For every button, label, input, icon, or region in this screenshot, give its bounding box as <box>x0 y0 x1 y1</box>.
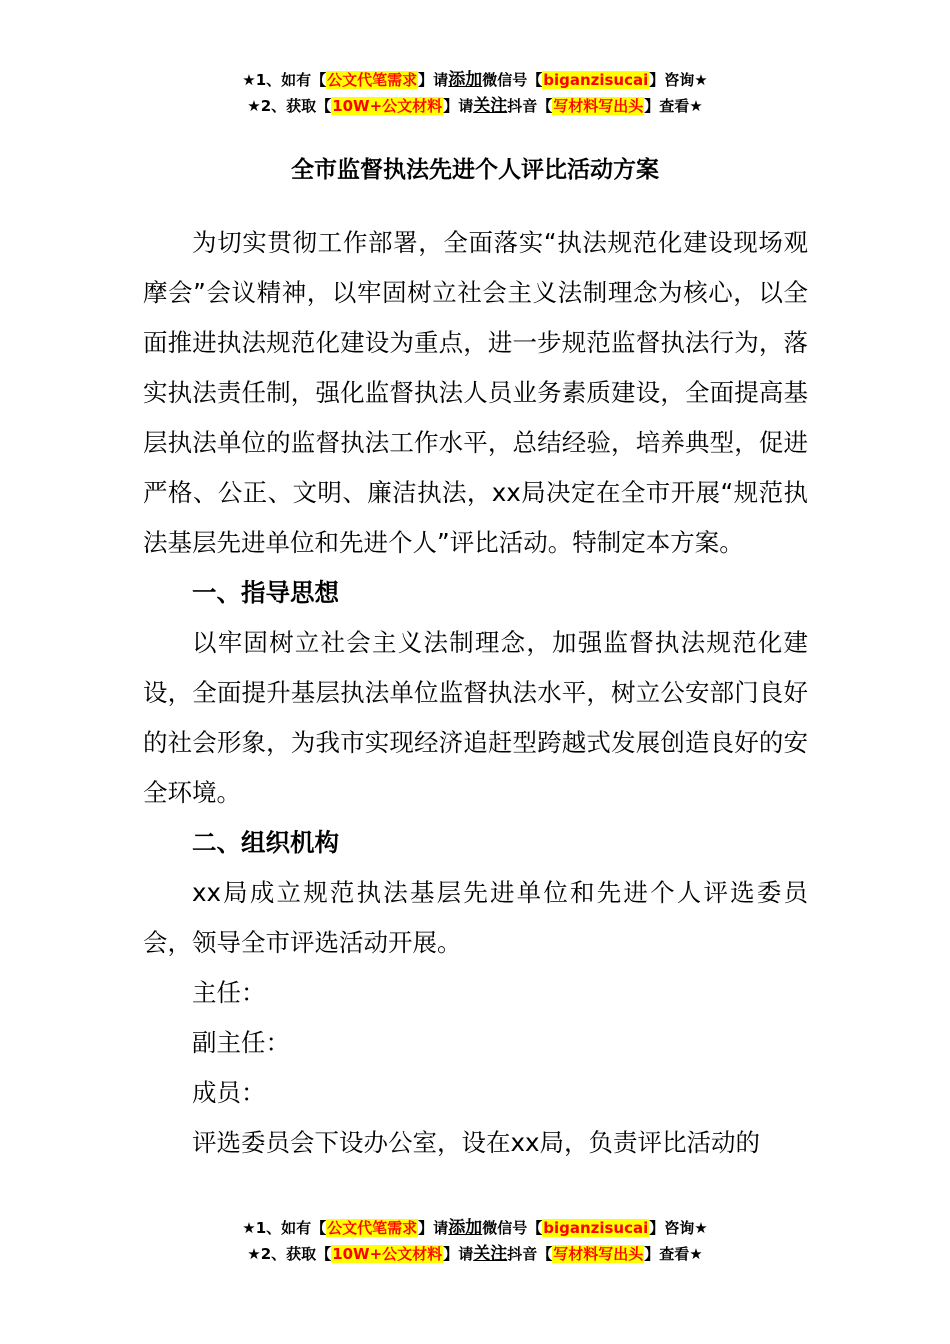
promo-emphasis: 关注 <box>473 1244 508 1264</box>
promo-text: 】查看★ <box>644 1245 703 1263</box>
body-paragraph: xx局成立规范执法基层先进单位和先进个人评选委员会，领导全市评选活动开展。 <box>143 878 808 957</box>
promo-text: 】咨询★ <box>649 1219 708 1237</box>
promo-highlight: 写材料写出头 <box>553 1245 644 1263</box>
promo-text: 微信号【 <box>482 71 543 89</box>
promo-line-2 <box>0 1241 950 1267</box>
promo-line-1 <box>0 1215 950 1241</box>
deputy-director-line: 副主任： <box>192 1028 290 1057</box>
promo-text: ★2、获取【 <box>247 1245 332 1263</box>
promo-line-2 <box>0 93 950 119</box>
promo-highlight: 公文代笔需求 <box>327 71 418 89</box>
body-paragraph: 以牢固树立社会主义法制理念，加强监督执法规范化建设，全面提升基层执法单位监督执法水平，树立公安部门良好的社会形象，为我市实现经济追赶型跨越式发展创造良好的安全环境。 <box>143 628 808 807</box>
promo-text: 】咨询★ <box>649 71 708 89</box>
promo-line-1 <box>0 67 950 93</box>
promo-text: ★1、如有【 <box>242 71 327 89</box>
document-body <box>143 218 808 1168</box>
promo-text: 】请 <box>418 1219 449 1237</box>
section-heading-guiding-thought: 一、指导思想 <box>192 578 339 607</box>
promo-highlight: 10W+公文材料 <box>332 1245 443 1263</box>
director-line: 主任： <box>192 978 266 1007</box>
promo-highlight: 公文代笔需求 <box>327 1219 418 1237</box>
promo-highlight: 写材料写出头 <box>553 97 644 115</box>
promo-text: ★2、获取【 <box>247 97 332 115</box>
promo-text: 】请 <box>418 71 449 89</box>
document-title: 全市监督执法先进个人评比活动方案 <box>291 157 659 183</box>
promo-highlight: 10W+公文材料 <box>332 97 443 115</box>
promo-highlight: biganzisucai <box>543 1219 649 1237</box>
promo-text: ★1、如有【 <box>242 1219 327 1237</box>
promo-banner-bottom <box>0 1215 950 1267</box>
intro-paragraph: 为切实贯彻工作部署，全面落实“执法规范化建设现场观摩会”会议精神，以牢固树立社会主义法制理念为核心，以全面推进执法规范化建设为重点，进一步规范监督执法行为，落实执法责任制，强化监督执法人员业务素质建设，全面提高基层执法单位的监督执法工作水平，总结经验，培养典型，促进严格、公正、文明、廉洁执法，xx局决定在全市开展“规范执法基层先进单位和先进个人”评比活动。特制定本方案。 <box>143 228 808 557</box>
section-heading-organization: 二、组织机构 <box>192 828 339 857</box>
promo-text: 】查看★ <box>644 97 703 115</box>
promo-emphasis: 关注 <box>473 96 508 116</box>
promo-text: 】请 <box>443 1245 474 1263</box>
promo-text: 微信号【 <box>482 1219 543 1237</box>
promo-text: 】请 <box>443 97 474 115</box>
body-paragraph: 评选委员会下设办公室，设在xx局，负责评比活动的 <box>192 1128 760 1157</box>
promo-highlight: biganzisucai <box>543 71 649 89</box>
members-line: 成员： <box>192 1078 266 1107</box>
promo-text: 抖音【 <box>507 97 553 115</box>
promo-emphasis: 添加 <box>448 1218 483 1238</box>
promo-banner-top <box>0 67 950 119</box>
promo-text: 抖音【 <box>507 1245 553 1263</box>
promo-emphasis: 添加 <box>448 70 483 90</box>
